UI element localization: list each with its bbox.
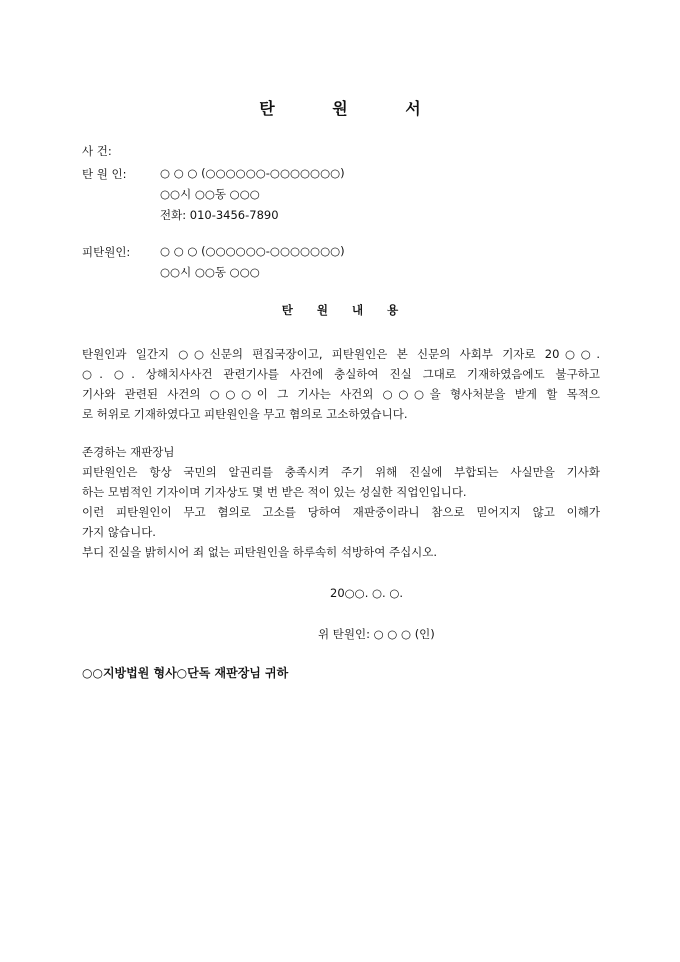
body2-line: 이런 피탄원인이 무고 혐의로 고소를 당하여 재판중이라니 참으로 믿어지지 않고 이해가	[82, 505, 600, 519]
signature-line: 위 탄원인: ○ ○ ○ (인)	[318, 627, 435, 641]
salutation: 존경하는 재판장님	[82, 445, 175, 459]
petitioner-phone: 전화: 010-3456-7890	[160, 208, 279, 222]
respondent-address: ○○시 ○○동 ○○○	[160, 265, 260, 279]
addressee: ○○지방법원 형사○단독 재판장님 귀하	[82, 666, 289, 680]
case-label: 사 건:	[82, 144, 112, 158]
body2-line: 가지 않습니다.	[82, 525, 156, 539]
body1-line: ○. ○. 상해치사사건 관련기사를 사건에 충실하여 진실 그대로 기재하였음에도 불구하고	[82, 367, 600, 381]
respondent-name: ○ ○ ○ (○○○○○○-○○○○○○○)	[160, 244, 345, 258]
petitioner-address: ○○시 ○○동 ○○○	[160, 187, 260, 201]
section-title: 탄 원 내 용	[281, 303, 409, 317]
body1-line: 탄원인과 일간지 ○○신문의 편집국장이고, 피탄원인은 본 신문의 사회부 기자로 20○○.	[82, 347, 600, 361]
petitioner-name: ○ ○ ○ (○○○○○○-○○○○○○○)	[160, 166, 345, 180]
document-title: 탄 원 서	[259, 99, 447, 118]
body2-line: 피탄원인은 항상 국민의 알권리를 충족시켜 주기 위해 진실에 부합되는 사실만을 기사화	[82, 465, 600, 479]
body1-line: 기사와 관련된 사건의 ○○○이 그 기사는 사건외 ○○○을 형사처분을 받게 할 목적으	[82, 387, 600, 401]
document-date: 20○○. ○. ○.	[330, 586, 404, 600]
body2-line: 하는 모범적인 기자이며 기자상도 몇 번 받은 적이 있는 성실한 직업인입니다.	[82, 485, 467, 499]
respondent-label: 피탄원인:	[82, 245, 131, 259]
body1-line: 로 허위로 기재하였다고 피탄원인을 무고 혐의로 고소하였습니다.	[82, 407, 408, 421]
petitioner-label: 탄 원 인:	[82, 167, 127, 181]
body2-line: 부디 진실을 밝히시어 죄 없는 피탄원인을 하루속히 석방하여 주십시오.	[82, 545, 438, 559]
